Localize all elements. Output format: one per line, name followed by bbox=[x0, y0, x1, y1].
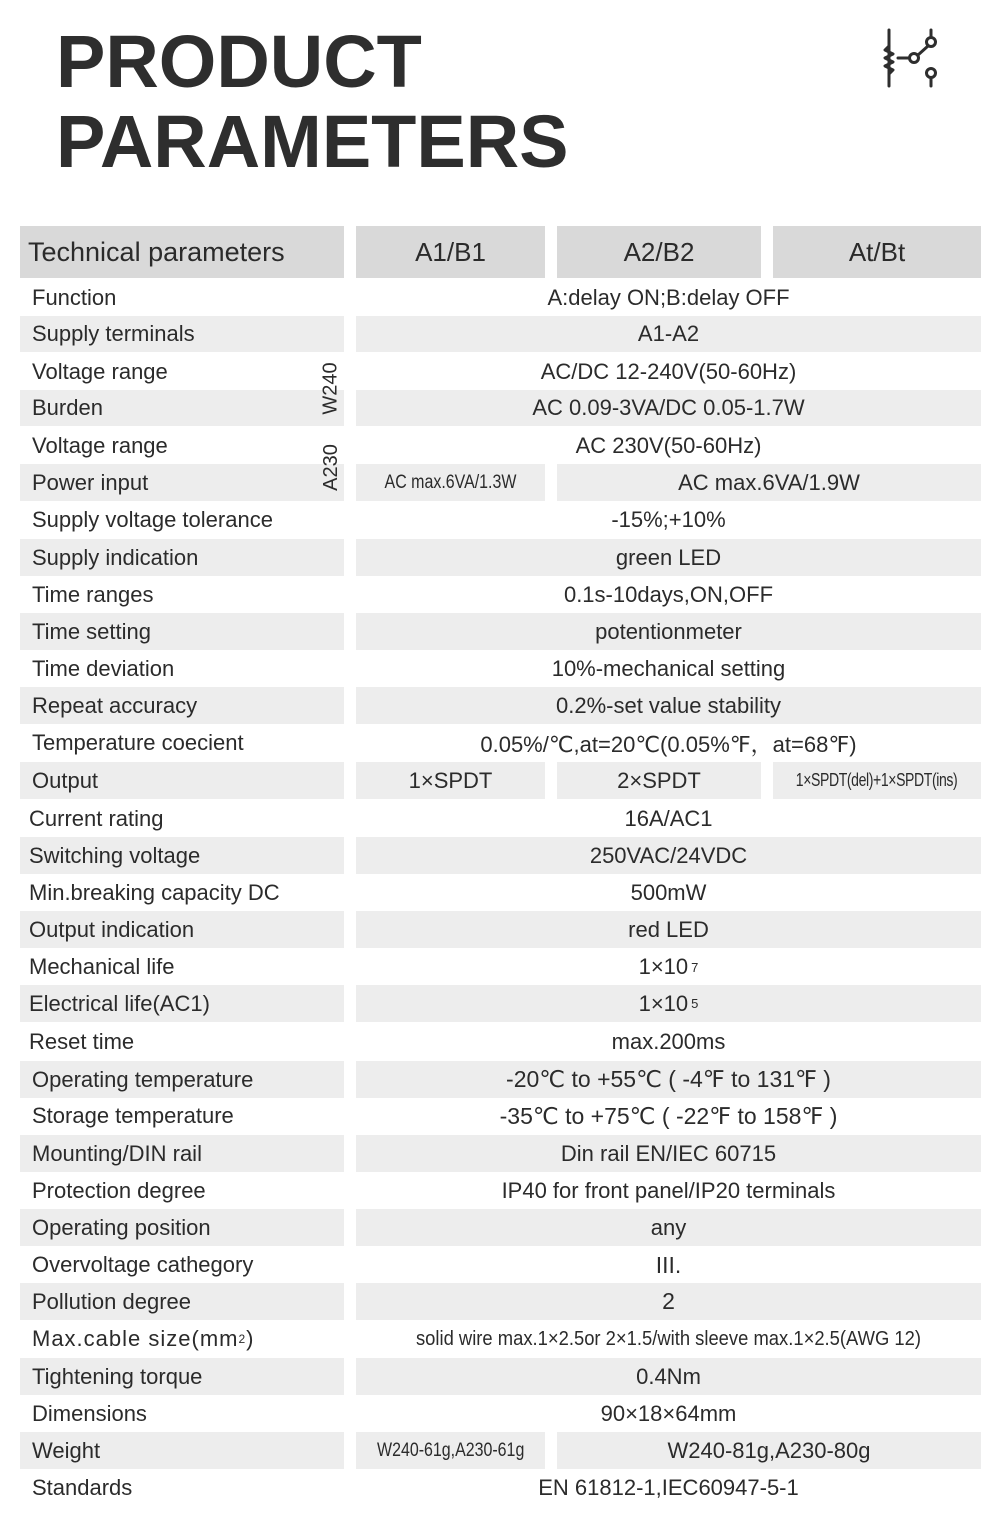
row-value: max.200ms bbox=[611, 1029, 726, 1054]
row-label: Operating position bbox=[20, 1209, 344, 1246]
row-label: Protection degree bbox=[32, 1178, 206, 1203]
power-input-a1: AC max.6VA/1.3W bbox=[384, 471, 517, 493]
row-label: Dimensions bbox=[32, 1401, 147, 1426]
row-label: Repeat accuracy bbox=[20, 687, 344, 724]
row-label: Time ranges bbox=[32, 582, 154, 607]
row-value: AC 0.09-3VA/DC 0.05-1.7W bbox=[356, 390, 981, 426]
table-row bbox=[0, 1283, 1000, 1320]
header-a1-b1: A1/B1 bbox=[356, 226, 545, 278]
row-value-a2-at: AC max.6VA/1.9W bbox=[557, 464, 981, 501]
table-row bbox=[0, 875, 1000, 911]
table-row bbox=[0, 354, 1000, 390]
table-row bbox=[0, 577, 1000, 613]
row-value: AC/DC 12-240V(50-60Hz) bbox=[540, 359, 797, 384]
table-row bbox=[0, 613, 1000, 650]
table-row bbox=[0, 762, 1000, 799]
weight-a1: W240-61g,A230-61g bbox=[376, 1439, 525, 1461]
table-row bbox=[0, 539, 1000, 576]
row-value: -15%;+10% bbox=[611, 507, 726, 532]
table-row bbox=[0, 1358, 1000, 1395]
row-value: 0.2%-set value stability bbox=[356, 687, 981, 724]
table-row bbox=[0, 801, 1000, 837]
row-value: 90×18×64mm bbox=[600, 1401, 737, 1426]
row-label: Electrical life(AC1) bbox=[20, 985, 344, 1022]
row-value: 16A/AC1 bbox=[624, 806, 713, 831]
row-label: Mechanical life bbox=[29, 954, 175, 979]
table-row bbox=[0, 725, 1000, 761]
table-row bbox=[0, 1396, 1000, 1432]
row-value: 500mW bbox=[630, 880, 707, 905]
row-label: Max.cable size(mm 2 ) bbox=[32, 1326, 255, 1351]
group-label-w240: W240 bbox=[319, 361, 342, 415]
table-row bbox=[0, 949, 1000, 985]
row-value-at bbox=[773, 762, 981, 799]
row-value: solid wire max.1×2.5or 2×1.5/with sleeve max.1×2.5(AWG 12) bbox=[415, 1327, 922, 1350]
row-label: Current rating bbox=[29, 806, 164, 831]
relay-symbol-icon bbox=[876, 26, 946, 90]
table-row bbox=[0, 390, 1000, 426]
row-label: Supply terminals bbox=[20, 316, 344, 352]
header-technical-parameters: Technical parameters bbox=[20, 226, 344, 278]
row-value: -20℃ to +55℃ ( -4℉ to 131℉ ) bbox=[356, 1061, 981, 1098]
table-row bbox=[0, 1135, 1000, 1172]
row-label: Overvoltage cathegory bbox=[32, 1252, 254, 1277]
row-value: A:delay ON;B:delay OFF bbox=[547, 285, 790, 310]
row-label: Time deviation bbox=[32, 656, 175, 681]
row-value: 0.1s-10days,ON,OFF bbox=[563, 582, 774, 607]
row-label: Standards bbox=[32, 1475, 133, 1500]
table-row bbox=[0, 687, 1000, 724]
row-label: Min.breaking capacity DC bbox=[29, 880, 280, 905]
row-value: EN 61812-1,IEC60947-5-1 bbox=[538, 1475, 799, 1500]
table-row bbox=[0, 1470, 1000, 1506]
table-row bbox=[0, 1098, 1000, 1134]
electrical-life-exponent: 5 bbox=[691, 996, 699, 1011]
row-label: Pollution degree bbox=[20, 1283, 344, 1320]
title-line-2: PARAMETERS bbox=[56, 100, 569, 183]
row-value: any bbox=[356, 1209, 981, 1246]
mechanical-life-exponent: 7 bbox=[691, 959, 699, 975]
row-value-a1 bbox=[356, 1432, 545, 1469]
row-label: Output indication bbox=[20, 911, 344, 948]
table-row bbox=[0, 1024, 1000, 1060]
row-value: III. bbox=[655, 1251, 682, 1278]
row-label: Storage temperature bbox=[32, 1103, 234, 1128]
table-row bbox=[0, 1321, 1000, 1357]
row-value: IP40 for front panel/IP20 terminals bbox=[501, 1178, 836, 1203]
row-value: -35℃ to +75℃ ( -22℉ to 158℉ ) bbox=[499, 1102, 838, 1129]
page-title bbox=[56, 22, 569, 182]
row-value: potentionmeter bbox=[356, 613, 981, 650]
row-label: Weight bbox=[20, 1432, 344, 1469]
row-label: Burden bbox=[20, 390, 344, 426]
row-label: Operating temperature bbox=[20, 1061, 344, 1098]
row-value-a1 bbox=[356, 464, 545, 501]
table-row bbox=[0, 911, 1000, 948]
table-row bbox=[0, 1209, 1000, 1246]
group-label-a230: A230 bbox=[319, 443, 342, 491]
table-row bbox=[0, 280, 1000, 316]
row-value: red LED bbox=[356, 911, 981, 948]
row-value: 0.05%/℃,at=20℃(0.05%℉，at=68℉) bbox=[480, 731, 857, 757]
row-label: Tightening torque bbox=[20, 1358, 344, 1395]
row-value-a2-at: W240-81g,A230-80g bbox=[557, 1432, 981, 1469]
row-label: Output bbox=[20, 762, 344, 799]
row-label: Time setting bbox=[20, 613, 344, 650]
row-value: 1×10 7 bbox=[638, 954, 699, 979]
output-at: 1×SPDT(del)+1×SPDT(ins) bbox=[796, 770, 958, 790]
row-value: green LED bbox=[356, 539, 981, 576]
row-label: Supply indication bbox=[20, 539, 344, 576]
row-value: 250VAC/24VDC bbox=[356, 837, 981, 874]
row-value: 10%-mechanical setting bbox=[551, 656, 786, 681]
table-row bbox=[0, 1247, 1000, 1283]
row-value-a1: 1×SPDT bbox=[356, 762, 545, 799]
table-row bbox=[0, 1061, 1000, 1098]
row-value: 0.4Nm bbox=[356, 1358, 981, 1395]
header-at-bt: At/Bt bbox=[773, 226, 981, 278]
row-value: Din rail EN/IEC 60715 bbox=[356, 1135, 981, 1172]
title-line-1: PRODUCT bbox=[56, 20, 422, 103]
table-row bbox=[0, 502, 1000, 538]
table-row bbox=[0, 837, 1000, 874]
row-label: Function bbox=[32, 285, 117, 310]
row-label: Supply voltage tolerance bbox=[32, 507, 273, 532]
table-row bbox=[0, 1432, 1000, 1469]
table-row bbox=[0, 651, 1000, 687]
row-value-a2: 2×SPDT bbox=[557, 762, 761, 799]
row-label: Power input bbox=[20, 464, 344, 501]
table-row bbox=[0, 464, 1000, 501]
row-label: Temperature coecient bbox=[32, 730, 244, 755]
row-value: 1×10 5 bbox=[356, 985, 981, 1022]
header-a2-b2: A2/B2 bbox=[557, 226, 761, 278]
row-value: A1-A2 bbox=[356, 316, 981, 352]
table-row bbox=[0, 1173, 1000, 1209]
table-row bbox=[0, 428, 1000, 464]
row-label: Reset time bbox=[29, 1029, 135, 1054]
table-row bbox=[0, 316, 1000, 352]
row-label: Switching voltage bbox=[20, 837, 344, 874]
row-label: Voltage range bbox=[32, 359, 168, 384]
row-label: Mounting/DIN rail bbox=[20, 1135, 344, 1172]
table-row bbox=[0, 985, 1000, 1022]
row-value: AC 230V(50-60Hz) bbox=[575, 433, 762, 458]
row-label: Voltage range bbox=[32, 433, 168, 458]
row-value: 2 bbox=[356, 1283, 981, 1320]
